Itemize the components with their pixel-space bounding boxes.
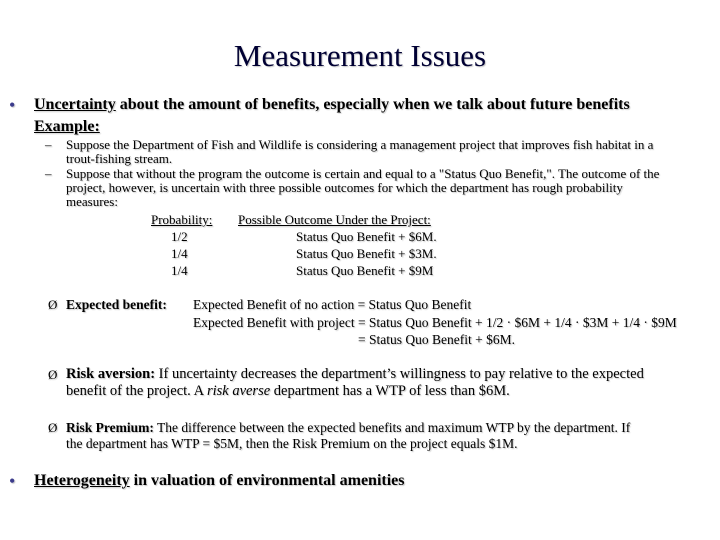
risk-aversion-line1 xyxy=(66,366,644,383)
subpoint-2-line1: Suppose that without the program the outcome is certain and equal to a "Status Quo Benefit,". The outcome of the xyxy=(66,166,660,181)
expected-benefit-label: Expected benefit: xyxy=(66,297,167,312)
table-header-probability: Probability: xyxy=(151,212,213,227)
dash-marker: – xyxy=(45,137,52,152)
subpoint-2-line2: project, however, is uncertain with three possible outcomes for which the department has rough probability xyxy=(66,180,623,195)
risk-aversion-text: If uncertainty decreases the department’s willingness to pay relative to the expected xyxy=(155,366,644,382)
risk-aversion-label: Risk aversion: xyxy=(66,366,156,382)
example-label: Example: xyxy=(34,118,100,135)
arrow-bullet-icon: Ø xyxy=(48,420,58,435)
expected-benefit-line2: Expected Benefit with project = Status Quo Benefit + 1/2 · $6M + 1/4 · $3M + 1/4 · $9M xyxy=(193,315,677,330)
table-cell-probability: 1/4 xyxy=(171,263,188,278)
table-cell-outcome: Status Quo Benefit + $6M. xyxy=(296,229,437,244)
risk-averse-term: risk averse xyxy=(206,383,271,399)
term-uncertainty: Uncertainty xyxy=(34,96,116,113)
risk-premium-line1 xyxy=(66,420,630,436)
subpoint-2-line3: measures: xyxy=(66,194,118,209)
bullet-heterogeneity-text: in valuation of environmental amenities xyxy=(129,472,405,489)
expected-benefit-line3: = Status Quo Benefit + $6M. xyxy=(358,332,515,347)
risk-aversion-text: department has a WTP of less than $6M. xyxy=(270,383,510,399)
page-title: Measurement Issues xyxy=(233,38,487,73)
arrow-bullet-icon: Ø xyxy=(48,367,58,382)
arrow-bullet-icon: Ø xyxy=(48,297,58,312)
risk-aversion-text: benefit of the project. A xyxy=(66,383,207,399)
risk-premium-text: The difference between the expected benefits and maximum WTP by the department. If xyxy=(153,420,631,435)
dash-marker: – xyxy=(45,166,52,181)
risk-premium-line2: the department has WTP = $5M, then the Risk Premium on the project equals $1M. xyxy=(66,436,518,451)
expected-benefit-line1: Expected Benefit of no action = Status Quo Benefit xyxy=(193,297,472,312)
risk-aversion-line2 xyxy=(66,383,510,400)
risk-premium-label: Risk Premium: xyxy=(66,420,154,435)
table-cell-probability: 1/4 xyxy=(171,246,188,261)
bullet-uncertainty xyxy=(34,96,630,114)
term-heterogeneity: Heterogeneity xyxy=(34,472,130,489)
table-cell-probability: 1/2 xyxy=(171,229,188,244)
table-cell-outcome: Status Quo Benefit + $3M. xyxy=(296,246,437,261)
bullet-marker: • xyxy=(9,95,16,115)
bullet-heterogeneity xyxy=(34,472,405,490)
table-header-outcome: Possible Outcome Under the Project: xyxy=(238,212,431,227)
subpoint-1-line1: Suppose the Department of Fish and Wildlife is considering a management project that improves fish habitat in a xyxy=(66,137,654,152)
table-cell-outcome: Status Quo Benefit + $9M xyxy=(296,263,434,278)
bullet-marker: • xyxy=(9,471,16,491)
subpoint-1-line2: trout-fishing stream. xyxy=(66,151,173,166)
bullet-uncertainty-text: about the amount of benefits, especially when we talk about future benefits xyxy=(115,96,630,113)
